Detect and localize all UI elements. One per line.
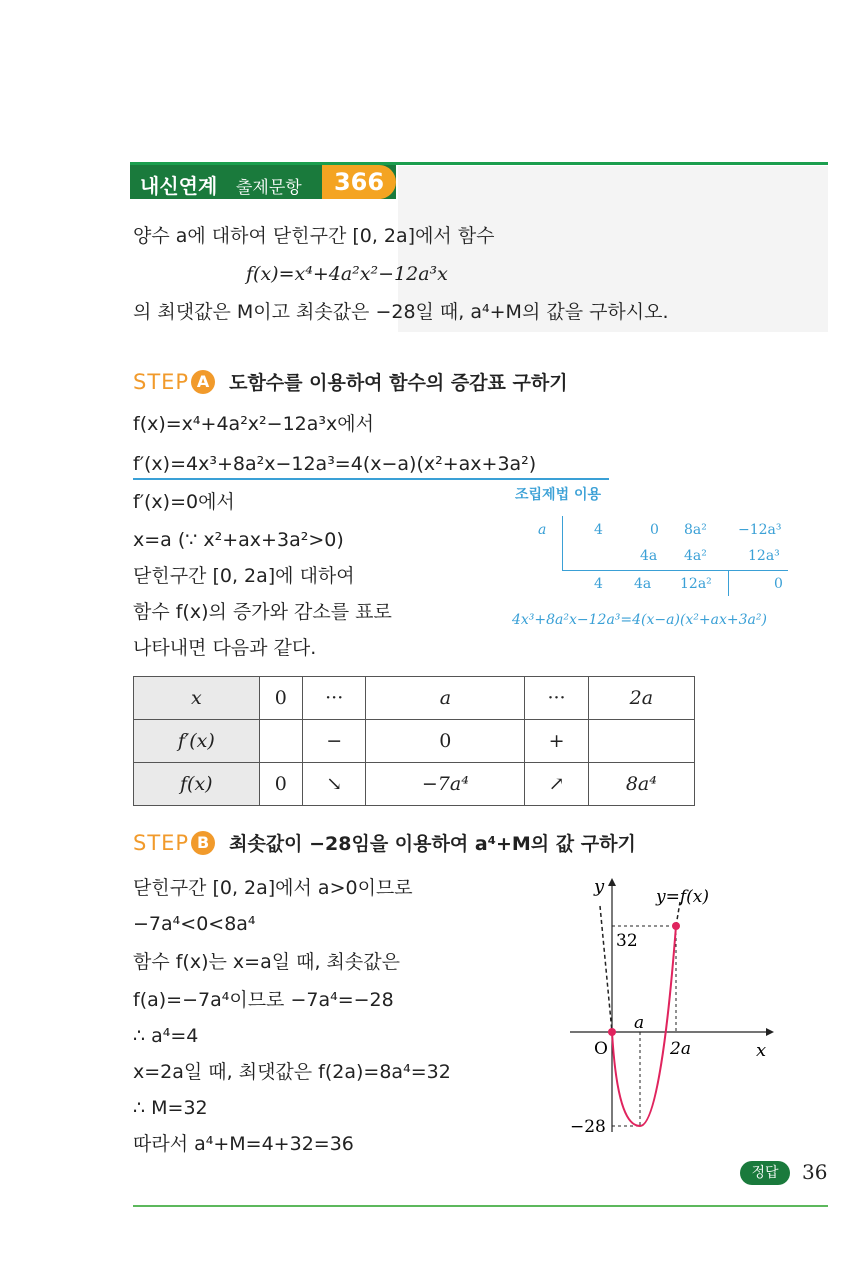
- table-cell: x: [134, 677, 260, 720]
- synthetic-vline: [562, 516, 563, 570]
- table-row: [134, 677, 695, 720]
- table-cell: −7a⁴: [366, 763, 525, 806]
- synthetic-title: 조립제법 이용: [515, 487, 602, 503]
- table-cell: ···: [525, 677, 588, 720]
- step-b-line: 닫힌구간 [0, 2a]에서 a>0이므로: [133, 877, 413, 899]
- synthetic-cell: 4a: [640, 548, 658, 564]
- x-label: x: [756, 1040, 767, 1061]
- step-b-line: 함수 f(x)는 x=a일 때, 최솟값은: [133, 951, 400, 973]
- badge-number: 366: [322, 165, 396, 199]
- step-a-line: f′(x)=0에서: [133, 491, 235, 513]
- step-a-letter: A: [191, 370, 215, 394]
- table-cell: 0: [366, 720, 525, 763]
- underline-rule: [133, 478, 609, 480]
- synthetic-cell: 0: [774, 576, 783, 592]
- ym28-label: −28: [570, 1117, 606, 1137]
- y-axis-arrow: [608, 878, 616, 886]
- answer-badge: 정답: [740, 1161, 790, 1185]
- step-a-line: f′(x)=4x³+8a²x−12a³=4(x−a)(x²+ax+3a²): [133, 453, 537, 475]
- synthetic-cell: 12a²: [680, 576, 712, 592]
- table-cell: −: [302, 720, 365, 763]
- table-cell: +: [525, 720, 588, 763]
- synthetic-cell: 8a²: [684, 522, 707, 538]
- step-a-heading: 도함수를 이용하여 함수의 증감표 구하기: [229, 372, 568, 394]
- function-graph: [560, 870, 780, 1150]
- synthetic-result: 4x³+8a²x−12a³=4(x−a)(x²+ax+3a²): [512, 612, 767, 628]
- step-a-line: 함수 f(x)의 증가와 감소를 표로: [133, 601, 392, 623]
- a-label: a: [634, 1013, 645, 1033]
- table-cell: 8a⁴: [588, 763, 694, 806]
- table-cell: ···: [302, 677, 365, 720]
- synthetic-cell: 4a: [634, 576, 652, 592]
- point-max: [672, 922, 680, 930]
- table-cell: ↘: [302, 763, 365, 806]
- table-cell: 0: [259, 677, 302, 720]
- step-a-line: 나타내면 다음과 같다.: [133, 637, 317, 659]
- step-a-line: f(x)=x⁴+4a²x²−12a³x에서: [133, 413, 374, 435]
- bottom-rule: [133, 1205, 828, 1207]
- step-b-line: x=2a일 때, 최댓값은 f(2a)=8a⁴=32: [133, 1061, 451, 1083]
- variation-table: [133, 676, 695, 806]
- synthetic-cell: −12a³: [738, 522, 782, 538]
- two-a-label: 2a: [670, 1039, 691, 1059]
- table-cell: a: [366, 677, 525, 720]
- badge-sub-text: 출제문항: [236, 178, 302, 198]
- step-b-line: 따라서 a⁴+M=4+32=36: [133, 1133, 354, 1155]
- synthetic-cell: 0: [650, 522, 659, 538]
- problem-line-3: 의 최댓값은 M이고 최솟값은 −28일 때, a⁴+M의 값을 구하시오.: [133, 301, 669, 323]
- problem-line-2: f(x)=x⁴+4a²x²−12a³x: [246, 263, 448, 285]
- table-cell: ↗: [525, 763, 588, 806]
- synthetic-cell: 4a²: [684, 548, 707, 564]
- table-cell: f′(x): [134, 720, 260, 763]
- y-label: y: [594, 876, 605, 897]
- step-a-label: STEP: [133, 370, 190, 394]
- synthetic-cell: 4: [594, 576, 603, 592]
- table-cell: [588, 720, 694, 763]
- step-a-line: 닫힌구간 [0, 2a]에 대하여: [133, 565, 355, 587]
- x-axis-arrow: [766, 1028, 774, 1036]
- synthetic-hline: [562, 570, 788, 571]
- synthetic-cell: 4: [594, 522, 603, 538]
- table-cell: 0: [259, 763, 302, 806]
- synthetic-cell: 12a³: [748, 548, 780, 564]
- step-b-letter: B: [191, 831, 215, 855]
- point-origin: [608, 1028, 616, 1036]
- synthetic-remainder-bar: [728, 570, 729, 596]
- y32-label: 32: [616, 931, 638, 951]
- synthetic-cell: a: [538, 522, 547, 538]
- table-row: [134, 720, 695, 763]
- badge-main-text: 내신연계: [140, 174, 218, 198]
- step-b-label: STEP: [133, 831, 190, 855]
- step-b-title: [133, 829, 636, 856]
- step-b-line: ∴ M=32: [133, 1097, 208, 1119]
- step-a-title: [133, 368, 568, 395]
- step-b-heading: 최솟값이 −28임을 이용하여 a⁴+M의 값 구하기: [229, 833, 636, 855]
- step-b-line: −7a⁴<0<8a⁴: [133, 913, 256, 935]
- step-b-line: f(a)=−7a⁴이므로 −7a⁴=−28: [133, 989, 394, 1011]
- curve-label: y=f(x): [656, 887, 709, 907]
- table-row: [134, 763, 695, 806]
- origin-label: O: [594, 1039, 608, 1059]
- problem-line-1: 양수 a에 대하여 닫힌구간 [0, 2a]에서 함수: [133, 225, 495, 247]
- curve-dashed-left: [600, 906, 612, 1032]
- step-a-line: x=a (∵ x²+ax+3a²>0): [133, 529, 344, 551]
- step-b-line: ∴ a⁴=4: [133, 1025, 199, 1047]
- answer-value: 36: [802, 1160, 828, 1184]
- table-cell: 2a: [588, 677, 694, 720]
- table-cell: f(x): [134, 763, 260, 806]
- table-cell: [259, 720, 302, 763]
